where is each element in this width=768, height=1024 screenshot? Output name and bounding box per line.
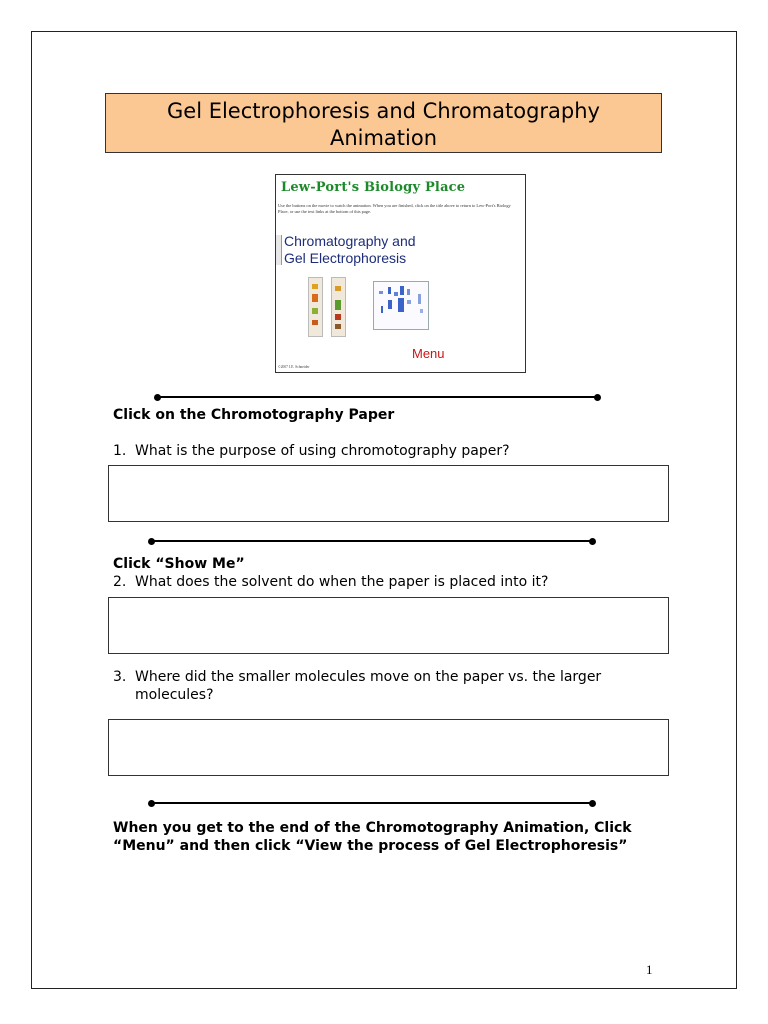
- page-number: 1: [646, 962, 653, 977]
- answer-box-2[interactable]: [108, 597, 669, 654]
- animation-title-line1: Chromatography and: [284, 233, 416, 249]
- animation-screenshot: [275, 174, 526, 373]
- copyright-text: ©2007 J.E. Schneider: [278, 365, 310, 369]
- question-1-number: 1.: [113, 443, 127, 459]
- gel-electrophoresis-image: [373, 281, 429, 330]
- section-divider-3: [151, 802, 593, 804]
- question-3: [113, 668, 658, 704]
- chromatography-paper-strip-1: [308, 277, 323, 337]
- answer-box-3[interactable]: [108, 719, 669, 776]
- question-3-number: 3.: [113, 669, 127, 685]
- final-instruction: When you get to the end of the Chromotography Animation, Click “Menu” and then click “View the process of Gel Electrophoresis”: [113, 820, 632, 854]
- question-1-text: What is the purpose of using chromotography paper?: [135, 443, 510, 459]
- section1-heading: Click on the Chromotography Paper: [113, 407, 395, 423]
- question-2-number: 2.: [113, 574, 127, 590]
- question-1: [113, 442, 673, 460]
- section-divider-2: [151, 540, 593, 542]
- section-divider-1: [157, 396, 598, 398]
- answer-box-1[interactable]: [108, 465, 669, 522]
- animation-title-line2: Gel Electrophoresis: [284, 250, 407, 266]
- document-title-box: [105, 93, 662, 153]
- animation-title: [284, 233, 416, 267]
- document-title-line1: Gel Electrophoresis and Chromatography: [167, 99, 600, 123]
- section2-heading: Click “Show Me”: [113, 556, 245, 572]
- chromatography-paper-strip-2: [331, 277, 346, 337]
- document-title-line2: Animation: [329, 126, 438, 150]
- side-tab-icon: [276, 235, 282, 265]
- question-3-text: Where did the smaller molecules move on the paper vs. the larger molecules?: [135, 669, 602, 703]
- menu-label: Menu: [412, 346, 445, 361]
- intro-text: Use the buttons on the movie to watch the animation. When you are finished, click on the title above to return to Lew-Port's Biology Place, or use the text links at the bottom of this page.: [278, 203, 511, 214]
- question-2-text: What does the solvent do when the paper is placed into it?: [135, 574, 549, 590]
- question-2: [113, 573, 673, 591]
- site-title: Lew-Port's Biology Place: [281, 180, 466, 195]
